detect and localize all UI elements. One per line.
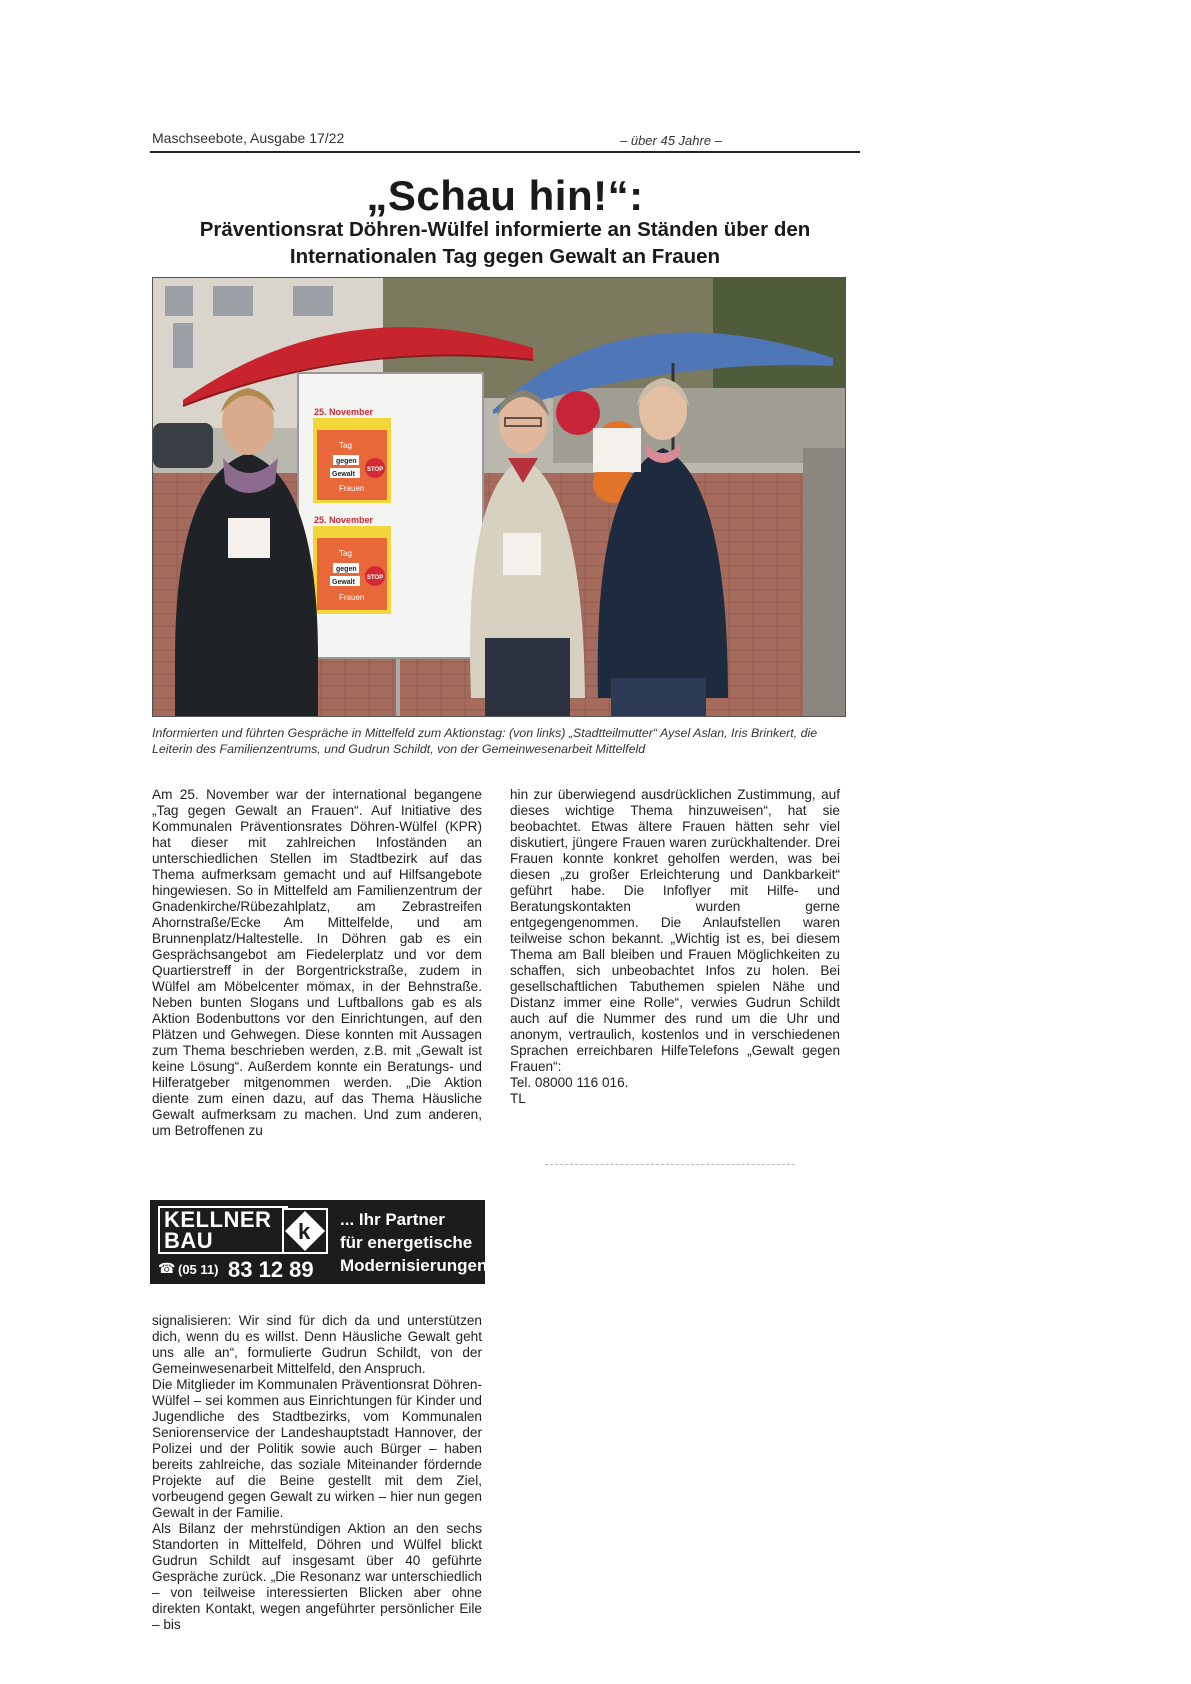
ad-tagline-line-1: ... Ihr Partner bbox=[340, 1210, 445, 1229]
ad-tagline bbox=[340, 1208, 487, 1277]
poster-stop-2: STOP bbox=[367, 575, 384, 581]
phone-icon: ☎ bbox=[158, 1260, 176, 1276]
poster-text-4: Frauen bbox=[339, 484, 365, 493]
poster-text-2: gegen bbox=[336, 458, 357, 465]
ad-company-line-2: BAU bbox=[164, 1228, 214, 1253]
article-subheadline: Präventionsrat Döhren-Wülfel informierte an Ständen über den Internationalen Tag gegen Gewalt an Frauen bbox=[199, 218, 811, 268]
publication-slogan: – über 45 Jahre – bbox=[620, 133, 722, 148]
ad-phone-number: 83 12 89 bbox=[228, 1257, 314, 1282]
ad-phone-prefix: (05 11) bbox=[178, 1262, 219, 1277]
photo-illustration bbox=[153, 278, 845, 716]
ad-tagline-line-2: für energetische bbox=[340, 1233, 473, 1252]
kellner-bau-advertisement[interactable] bbox=[150, 1200, 488, 1284]
kellner-logo-icon bbox=[282, 1208, 328, 1254]
article-headline: „Schau hin!“: bbox=[366, 172, 644, 219]
article-paragraph: Als Bilanz der mehrstündigen Aktion an den sechs Standorten in Mittelfeld, Döhren und Wülfel blickt Gudrun Schildt auf insgesamt über 40 geführte Gespräche zurück. „Die Resonanz war unterschiedlich – von teilweise interessierten Blicken aber ohne direkten Kontakt, wegen angeführter persönlicher Eile – bis bbox=[152, 1521, 482, 1632]
article-paragraph: hin zur überwiegend ausdrücklichen Zustimmung, auf dieses wichtige Thema hinzuweisen“, hat sie beobachtet. Etwas ältere Frauen hätten sehr viel diskutiert, jüngere Frauen waren zurückhaltender. Drei Frauen konnte konkret geholfen werden, was bei diesen „zu großer Erleichterung und Dankbarkeit“ geführt habe. Die Infoflyer mit Hilfe- und Beratungskontakten wurden gerne entgegengenommen. Die Anlaufstellen waren teilweise schon bekannt. „Wichtig ist es, bei diesem Thema am Ball bleiben und Frauen Möglichkeiten zu schaffen, sich unbeobachtet Infos zu holen. Bei gesellschaftlichen Tabuthemen spielen Nähe und Distanz immer eine Rolle“, verwies Gudrun Schildt auch auf die Nummer des rund um die Uhr und anonym, vertraulich, kostenlos und in verschiedenen Sprachen erreichbaren HilfeTelefons „Gewalt gegen Frauen“: bbox=[510, 787, 840, 1074]
author-initials: TL bbox=[510, 1091, 526, 1106]
poster-stop-1: STOP bbox=[367, 467, 384, 473]
poster-text-7: Gewalt bbox=[332, 579, 355, 586]
publication-name: Maschseebote, Ausgabe 17/22 bbox=[152, 130, 345, 146]
photo-caption: Informierten und führten Gespräche in Mittelfeld zum Aktionstag: (von links) „Stadtteilmutter“ Aysel Aslan, Iris Brinkert, die Leiterin des Familienzentrums, und Gudrun Schildt, von der Gemeinwesenarbeit Mittelfeld bbox=[152, 726, 818, 756]
poster-text-5: Tag bbox=[339, 549, 352, 558]
ad-tagline-line-3: Modernisierungen bbox=[340, 1256, 488, 1275]
article-paragraph: Am 25. November war der international begangene „Tag gegen Gewalt an Frauen“. Auf Initiative des Kommunalen Präventionsrates Döhren-Wülfel (KPR) hat dieser mit zahlreichen Infoständen an unterschiedlichen Stellen im Stadtbezirk auf das Thema aufmerksam gemacht und auf Hilfsangebote hingewiesen. So in Mittelfeld am Familienzentrum der Gnadenkirche/Rübezahlplatz, am Zebrastreifen Ahornstraße/Ecke Am Mittelfelde, und am Brunnenplatz/Haltestelle. In Döhren gab es ein Gesprächsangebot am Fiedelerplatz und vor dem Quartierstreff in der Borgentrickstraße, zudem in Wülfel am Möbelcenter mömax, in der Behnstraße. Neben bunten Slogans und Luftballons gab es als Aktion Bodenbuttons vor den Einrichtungen, auf den Plätzen und Gehwegen. Diese konnten mit Aussagen zum Thema beschrieben werden, z.B. mit „Gewalt ist keine Lösung“. Außerdem konnte ein Beratungs- und Hilferatgeber mitgenommen werden. „Die Aktion diente zum einen dazu, auf das Thema Häusliche Gewalt aufmerksam zu machen. Und zum anderen, um Betroffenen zu bbox=[152, 787, 482, 1138]
poster-text-1: Tag bbox=[339, 441, 352, 450]
article-paragraph: signalisieren: Wir sind für dich da und unterstützen dich, wenn du es willst. Denn Häusliche Gewalt geht uns alle an“, formulierte Gudrun Schildt, von der Gemeinwesenarbeit Mittelfeld, den Anspruch. bbox=[152, 1313, 482, 1376]
ad-company-name bbox=[158, 1206, 288, 1254]
article-paragraph: Die Mitglieder im Kommunalen Präventionsrat Döhren-Wülfel – sei kommen aus Einrichtungen für Kinder und Jugendliche des Stadtbezirks, vom Kommunalen Seniorenservice der Landeshauptstadt Hannover, der Polizei und der Politik sowie auch Bürger – haben bereits zahlreiche, das soziale Miteinander fördernde Projekte auf die Beine gestellt mit dem Ziel, vorbeugend gegen Gewalt zu wirken – hier nun gegen Gewalt in der Familie. bbox=[152, 1377, 482, 1520]
article-column-left bbox=[152, 787, 482, 1139]
poster-text-3: Gewalt bbox=[332, 471, 355, 478]
poster-text-6: gegen bbox=[336, 566, 357, 573]
article-column-right bbox=[510, 787, 840, 1107]
poster-date-1: 25. November bbox=[314, 407, 374, 417]
header-divider bbox=[150, 151, 860, 153]
poster-date-2: 25. November bbox=[314, 515, 374, 525]
ad-company-line-1: KELLNER bbox=[164, 1207, 272, 1232]
hotline-phone: Tel. 08000 116 016. bbox=[510, 1075, 629, 1090]
article-photo bbox=[152, 277, 846, 717]
column-divider bbox=[545, 1164, 795, 1165]
poster-text-8: Frauen bbox=[339, 593, 365, 602]
article-column-continued bbox=[152, 1313, 482, 1633]
ad-logo-letter: k bbox=[298, 1219, 311, 1244]
